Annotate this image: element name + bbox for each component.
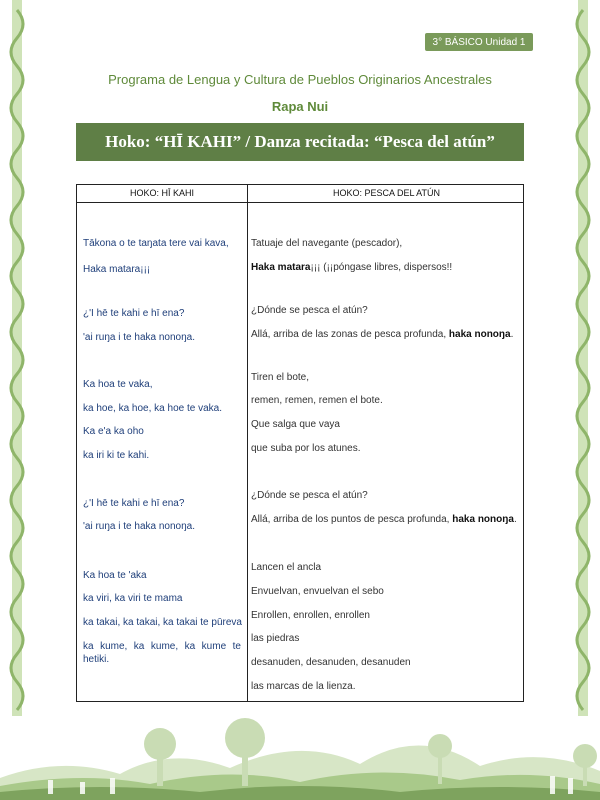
rapa-nui-line: ¿'I hē te kahi e hī ena? xyxy=(83,498,185,509)
period: . xyxy=(510,329,514,340)
spanish-line: ¿Dónde se pesca el atún? xyxy=(251,305,368,316)
landscape-illustration xyxy=(0,716,600,800)
column-divider xyxy=(247,185,248,701)
spanish-line: Enrollen, enrollen, enrollen xyxy=(251,610,370,621)
rapa-nui-line: 'ai ruŋa i te haka nonoŋa. xyxy=(83,332,195,343)
spanish-line: Que salga que vaya xyxy=(251,419,340,430)
spanish-line: ¿Dónde se pesca el atún? xyxy=(251,490,368,501)
rapa-nui-term: Haka matara xyxy=(251,262,311,273)
spanish-line: desanuden, desanuden, desanuden xyxy=(251,657,411,668)
spanish-line: Tiren el bote, xyxy=(251,372,309,383)
spanish-line: Envuelvan, envuelvan el sebo xyxy=(251,586,384,597)
rapa-nui-line: ¿'I hē te kahi e hī ena? xyxy=(83,308,185,319)
rapa-nui-line: Ka hoa te vaka, xyxy=(83,379,153,390)
spanish-line: Tatuaje del navegante (pescador), xyxy=(251,238,403,249)
rapa-nui-line: Ka e'a ka oho xyxy=(83,426,144,437)
rapa-nui-term: haka nonoŋa xyxy=(448,329,511,340)
translation-text: Allá, arriba de los puntos de pesca profunda, xyxy=(251,514,453,525)
header-divider xyxy=(77,202,523,203)
spanish-line xyxy=(251,328,513,341)
spanish-line: las marcas de la lienza. xyxy=(251,681,356,692)
rapa-nui-line: ka kume, ka kume, ka kume te hetiki. xyxy=(83,641,241,665)
rapa-nui-line: Tākona o te taŋata tere vai kava, xyxy=(83,238,229,249)
rapa-nui-term: haka nonoŋa xyxy=(452,514,514,525)
spanish-line xyxy=(251,513,517,526)
poem-table xyxy=(76,184,524,702)
rapa-nui-line: ka hoe, ka hoe, ka hoe te vaka. xyxy=(83,403,222,414)
left-column-header: HOKO: HĪ KAHI xyxy=(129,188,194,198)
rapa-nui-line: ka iri ki te kahi. xyxy=(83,450,150,461)
translation-text: ¡¡¡ (¡¡póngase libres, dispersos!! xyxy=(310,262,453,273)
subtitle: Rapa Nui xyxy=(271,99,329,114)
rapa-nui-line: ka takai, ka takai, ka takai te pūreva xyxy=(83,617,242,628)
rapa-nui-line: ka viri, ka viri te mama xyxy=(83,593,183,604)
spanish-line: que suba por los atunes. xyxy=(251,443,361,454)
grade-tag: 3° BÁSICO Unidad 1 xyxy=(425,33,533,51)
rapa-nui-line: Haka matara¡¡¡ xyxy=(83,264,151,275)
spanish-line: Lancen el ancla xyxy=(251,562,322,573)
spanish-line: remen, remen, remen el bote. xyxy=(251,395,383,406)
title-banner: Hoko: “HĪ KAHI” / Danza recitada: “Pesca del atún” xyxy=(76,123,524,161)
right-column-header: HOKO: PESCA DEL ATÚN xyxy=(332,188,441,198)
translation-text: Allá, arriba de las zonas de pesca profunda, xyxy=(251,329,449,340)
period: . xyxy=(513,514,517,525)
spanish-line: las piedras xyxy=(251,633,300,644)
rapa-nui-line: 'ai ruŋa i te haka nonoŋa. xyxy=(83,521,195,532)
rapa-nui-line: Ka hoa te 'aka xyxy=(83,570,147,581)
program-title: Programa de Lengua y Cultura de Pueblos Originarios Ancestrales xyxy=(108,72,492,87)
spanish-line xyxy=(251,261,452,274)
